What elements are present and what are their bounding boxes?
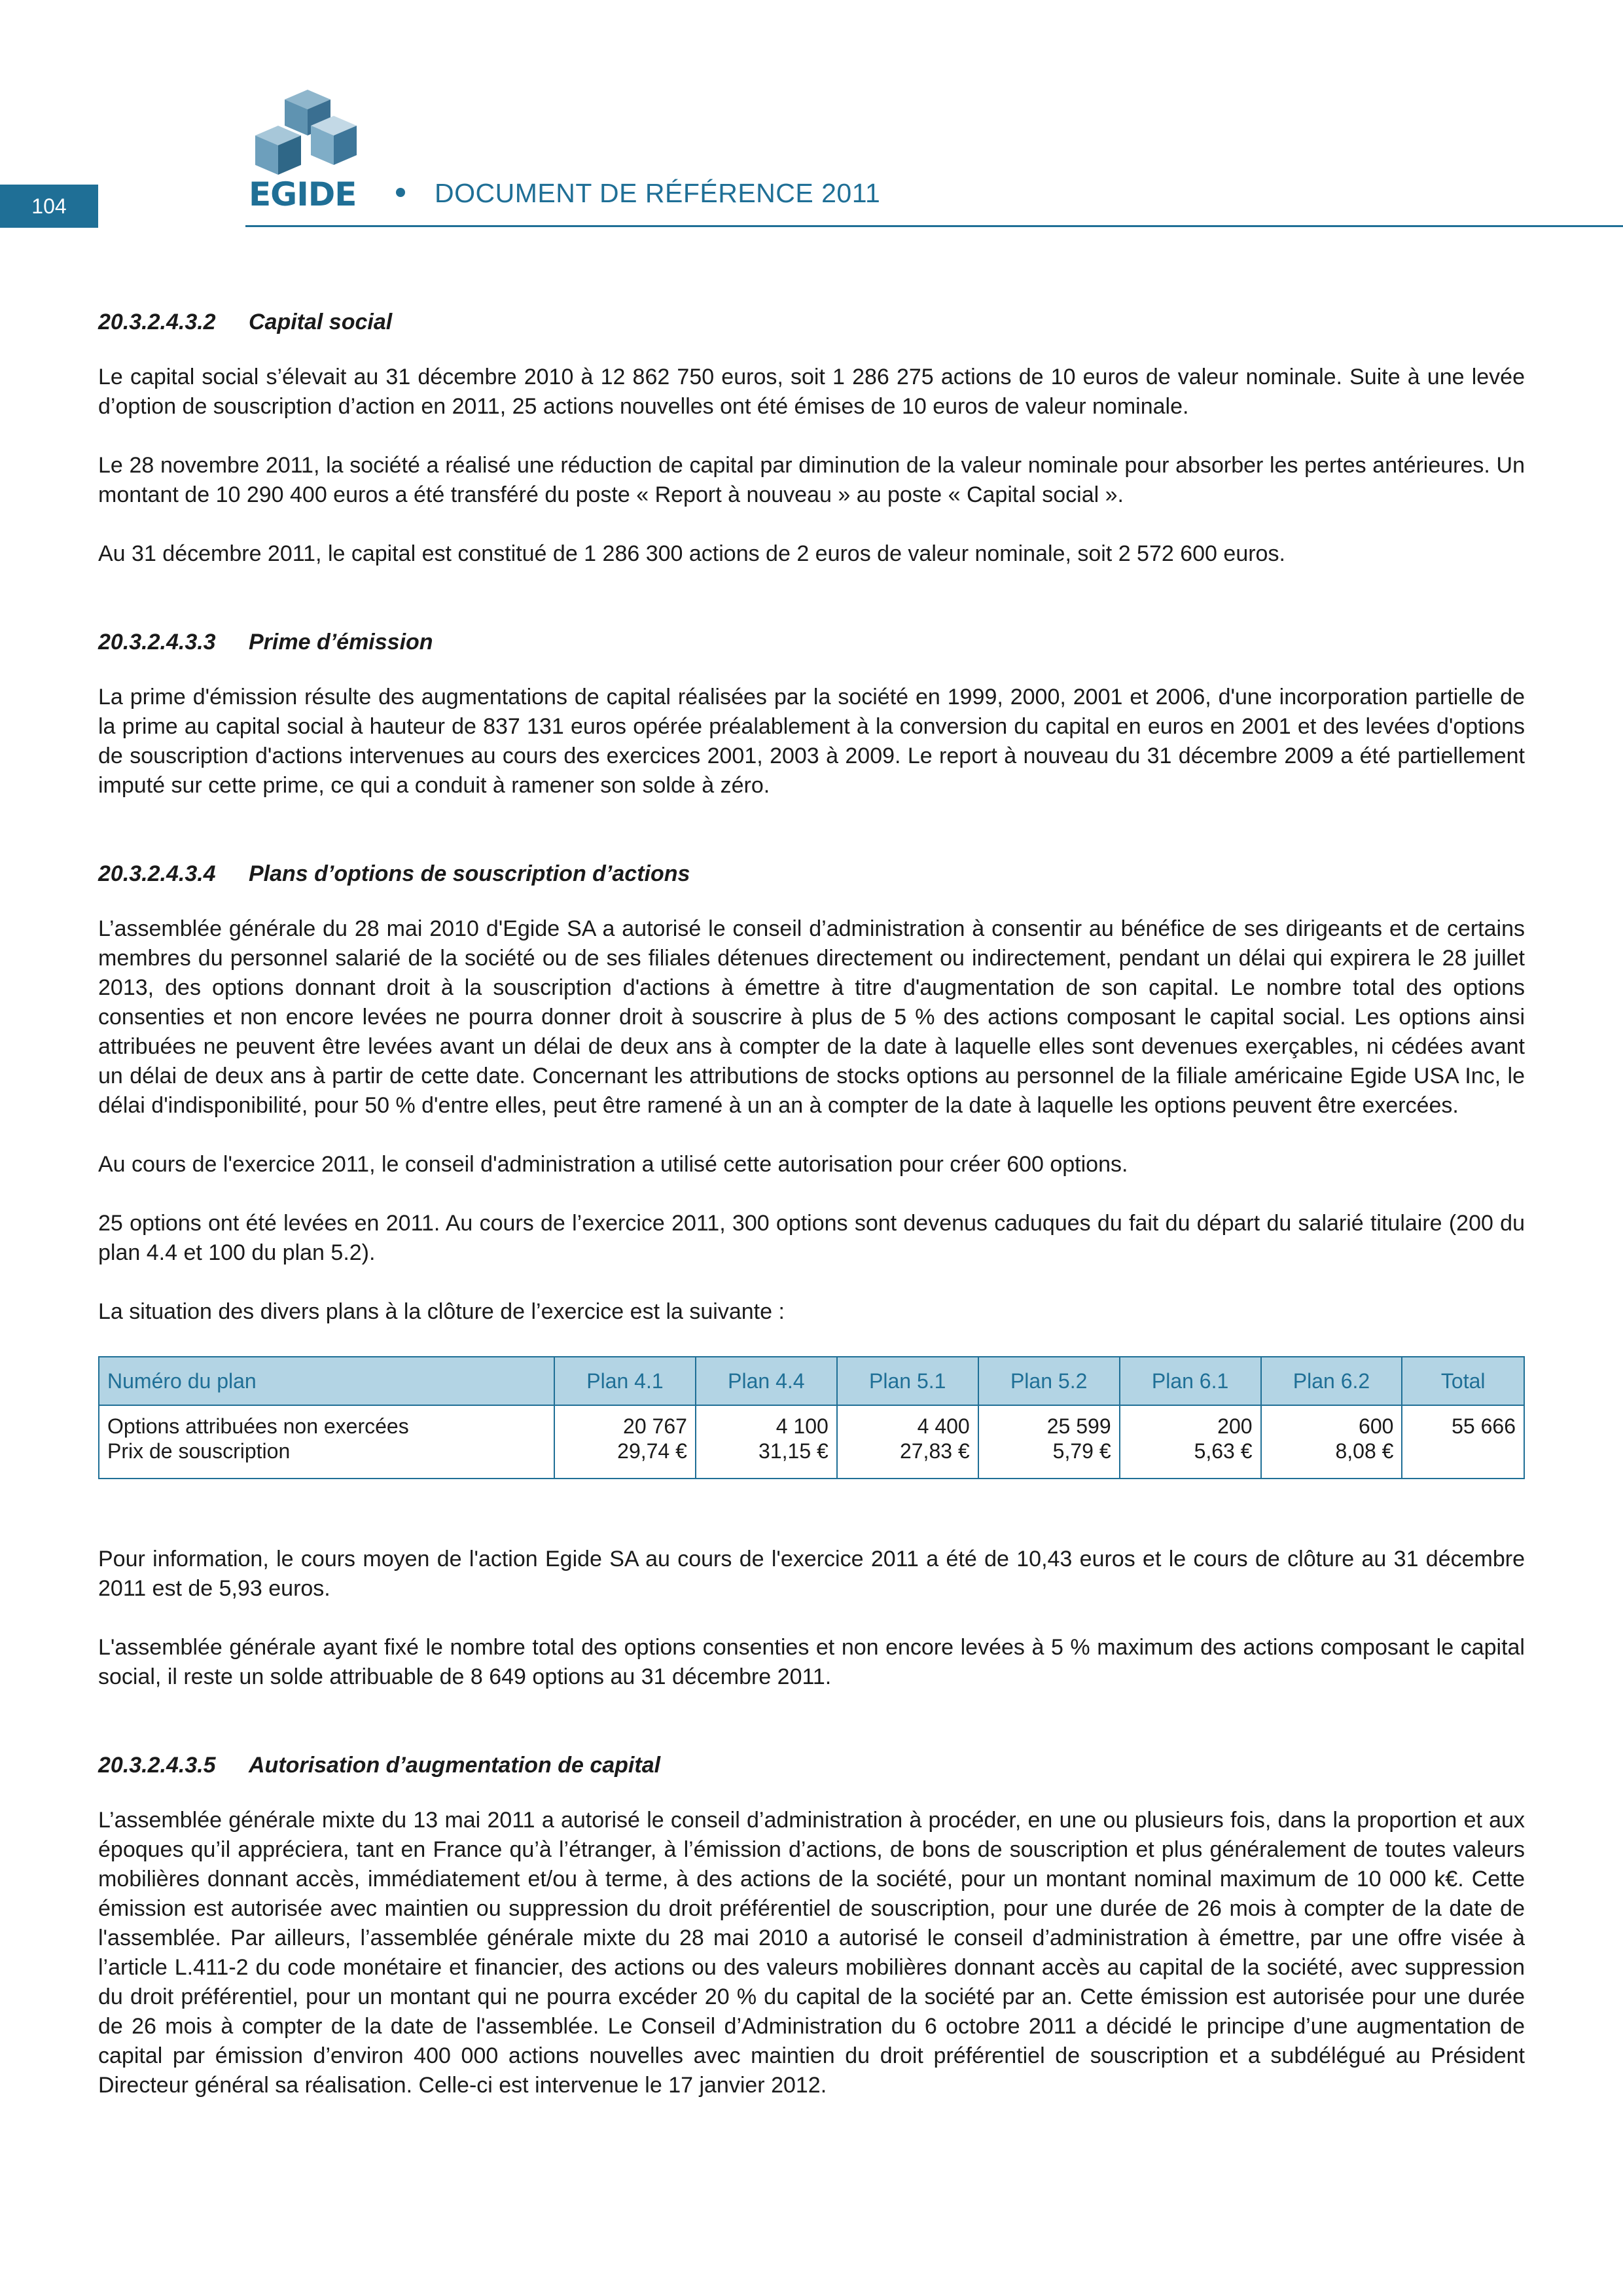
paragraph: Le capital social s’élevait au 31 décembre 2010 à 12 862 750 euros, soit 1 286 275 actions de 10 euros de valeur nominale. Suite à une levée d’option de souscription d’action en 2011, 25 actions nouvelles ont été émises de 10 euros de valeur nominale. [98, 365, 1525, 419]
price-value: 8,08 € [1335, 1439, 1394, 1463]
row-label: Options attribuées non exercées [107, 1414, 409, 1438]
section-title: Autorisation d’augmentation de capital [249, 1753, 661, 1778]
section-number: 20.3.2.4.3.2 [98, 310, 216, 334]
column-header: Plan 5.2 [978, 1357, 1120, 1405]
paragraph: Au 31 décembre 2011, le capital est constitué de 1 286 300 actions de 2 euros de valeur nominale, soit 2 572 600 euros. [98, 541, 1285, 566]
section-heading-capital-social [98, 308, 1525, 336]
price-value: 27,83 € [899, 1439, 970, 1463]
table-cell-labels [99, 1405, 554, 1479]
section-number: 20.3.2.4.3.3 [98, 630, 216, 655]
price-value: 5,63 € [1194, 1439, 1253, 1463]
paragraph: L’assemblée générale du 28 mai 2010 d'Egide SA a autorisé le conseil d’administration à consentir au bénéfice de ses dirigeants et de certains membres du personnel salarié de la société ou de ses filiales détenues directement ou indirectement, pendant un délai qui expirera le 28 juillet 2013, des options donnant droit à la souscription d'actions à émettre à titre d'augmentation de son capital. Le nombre total des options consenties et non encore levées ne pourra donner droit à souscrire à plus de 5 % des actions composant le capital social. Les options ainsi attribuées ne peuvent être levées avant un délai de deux ans à compter de la date à laquelle elles sont devenues exerçables, ni cédées avant un délai de deux ans à partir de cette date. Concernant les attributions de stocks options au personnel de la filiale américaine Egide USA Inc, le délai d'indisponibilité, pour 50 % d'entre elles, peut être ramené à un an à compter de la date à laquelle les options peuvent être exercées. [98, 916, 1525, 1118]
page-number: 104 [0, 185, 98, 228]
egide-logo-text: EGIDE [249, 175, 357, 213]
paragraph: Au cours de l'exercice 2011, le conseil d'administration a utilisé cette autorisation pour créer 600 options. [98, 1152, 1128, 1177]
options-value: 20 767 [623, 1414, 687, 1438]
paragraph: L’assemblée générale mixte du 13 mai 2011 a autorisé le conseil d’administration à procéder, en une ou plusieurs fois, dans la proportion et aux époques qu’il appréciera, tant en France qu’à l’étranger, à l’émission d’actions, de bons de souscription et plus généralement de toutes valeurs mobilières donnant accès, immédiatement et/ou à terme, à des actions de la société, pour un montant nominal maximum de 10 000 k€. Cette émission est autorisée avec maintien ou suppression du droit préférentiel de souscription, pour une durée de 26 mois à compter de la date de l'assemblée. Par ailleurs, l’assemblée générale mixte du 28 mai 2010 a autorisé le conseil d’administration à émettre, par une offre visée à l’article L.411-2 du code monétaire et financier, des actions ou des valeurs mobilières donnant accès au capital de la société, avec suppression du droit préférentiel, pour un montant qui ne pourra excéder 20 % du capital de la société par an. Cette émission est autorisée pour une durée de 26 mois à compter de la date de l'assemblée. Le Conseil d’Administration du 6 octobre 2011 a décidé le principe d’une augmentation de capital par émission d’environ 400 000 actions nouvelles avec maintien du droit préférentiel de souscription et a subdélégué au Président Directeur général sa réalisation. Celle-ci est intervenue le 17 janvier 2012. [98, 1808, 1525, 2098]
document-title: DOCUMENT DE RÉFÉRENCE 2011 [435, 178, 881, 208]
section-number: 20.3.2.4.3.4 [98, 861, 216, 886]
section-title: Capital social [249, 310, 393, 334]
paragraph: 25 options ont été levées en 2011. Au cours de l’exercice 2011, 300 options sont devenus caduques du fait du départ du salarié titulaire (200 du plan 4.4 et 100 du plan 5.2). [98, 1211, 1525, 1265]
section-number: 20.3.2.4.3.5 [98, 1753, 216, 1778]
page-content [98, 308, 1525, 2130]
table-cell [554, 1405, 696, 1479]
column-header: Plan 6.2 [1261, 1357, 1402, 1405]
paragraph: Le 28 novembre 2011, la société a réalisé une réduction de capital par diminution de la valeur nominale pour absorber les pertes antérieures. Un montant de 10 290 400 euros a été transféré du poste « Report à nouveau » au poste « Capital social ». [98, 453, 1525, 507]
section-title: Prime d’émission [249, 630, 433, 655]
section-title: Plans d’options de souscription d’actions [249, 861, 690, 886]
price-value: 29,74 € [617, 1439, 687, 1463]
table-row [99, 1405, 1524, 1479]
column-header: Plan 6.1 [1120, 1357, 1261, 1405]
paragraph: Pour information, le cours moyen de l'action Egide SA au cours de l'exercice 2011 a été de 10,43 euros et le cours de clôture au 31 décembre 2011 est de 5,93 euros. [98, 1547, 1525, 1601]
table-cell [978, 1405, 1120, 1479]
options-value: 600 [1359, 1414, 1394, 1438]
header-bullet [396, 188, 405, 197]
options-value: 4 400 [917, 1414, 970, 1438]
table-cell [1261, 1405, 1402, 1479]
column-header: Total [1402, 1357, 1524, 1405]
options-plans-table [98, 1356, 1525, 1479]
header-divider [245, 225, 1623, 227]
section-heading-autorisation [98, 1751, 1525, 1780]
row-label: Prix de souscription [107, 1439, 291, 1463]
section-heading-prime-emission [98, 628, 1525, 656]
table-cell [837, 1405, 978, 1479]
price-value: 31,15 € [758, 1439, 829, 1463]
table-cell [696, 1405, 837, 1479]
paragraph: L'assemblée générale ayant fixé le nombre total des options consenties et non encore levées à 5 % maximum des actions composant le capital social, il reste un solde attribuable de 8 649 options au 31 décembre 2011. [98, 1635, 1525, 1689]
table-cell-total [1402, 1405, 1524, 1479]
column-header: Plan 4.4 [696, 1357, 837, 1405]
section-heading-plans-options [98, 859, 1525, 888]
options-value: 4 100 [776, 1414, 829, 1438]
column-header: Numéro du plan [99, 1357, 554, 1405]
table-cell [1120, 1405, 1261, 1479]
options-total-value: 55 666 [1452, 1414, 1516, 1438]
column-header: Plan 4.1 [554, 1357, 696, 1405]
column-header: Plan 5.1 [837, 1357, 978, 1405]
paragraph: La situation des divers plans à la clôture de l’exercice est la suivante : [98, 1299, 785, 1324]
paragraph: La prime d'émission résulte des augmentations de capital réalisées par la société en 1999, 2000, 2001 et 2006, d'une incorporation partielle de la prime au capital social à hauteur de 837 131 euros opérée préalablement à la conversion du capital en euros en 2001 et des levées d'options de souscription d'actions intervenues au cours des exercices 2001, 2003 à 2009. Le report à nouveau du 31 décembre 2009 a été partiellement imputé sur cette prime, ce qui a conduit à ramener son solde à zéro. [98, 685, 1525, 798]
options-value: 200 [1217, 1414, 1253, 1438]
table-header-row [99, 1357, 1524, 1405]
options-value: 25 599 [1046, 1414, 1111, 1438]
price-value: 5,79 € [1052, 1439, 1111, 1463]
